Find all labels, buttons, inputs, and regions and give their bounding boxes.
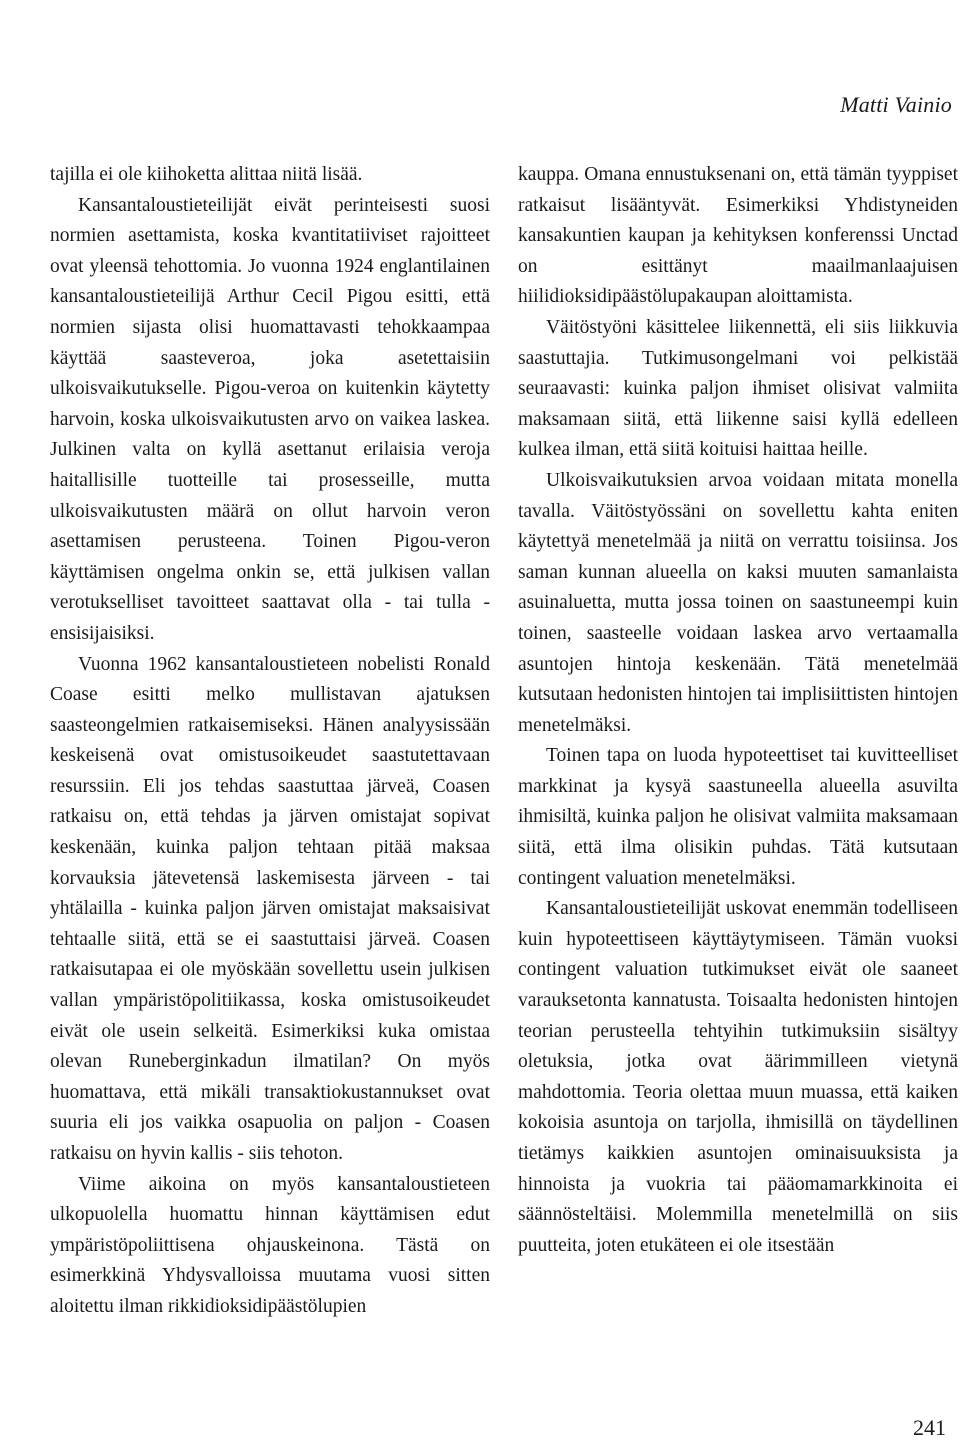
- page-number: 241: [913, 1415, 946, 1440]
- running-head-author: Matti Vainio: [840, 92, 952, 117]
- paragraph: Kansantaloustieteilijät uskovat enemmän todelliseen kuin hypoteettiseen käyttäytymiseen. Tämän vuoksi contingent valuation tutkimukset eivät ole saaneet varauksetonta kannatusta. Toisaalta hedonisten hintojen teorian perusteella tehtyihin tutkimuksiin sisältyy oletuksia, jotka ovat äärimmilleen vietynä mahdottomia. Teoria olettaa muun muassa, että kaiken kokoisia asuntoja on tarjolla, ihmisillä on täydellinen tietämys kaikkien asuntojen ominaisuuksista ja hinnoista ja vuokria tai pääomamarkkinoita ei säännösteltäisi. Molemmilla menetelmillä on siis puutteita, joten etukäteen ei ole itsestään: [518, 898, 958, 1256]
- paragraph: Väitöstyöni käsittelee liikennettä, eli siis liikkuvia saastuttajia. Tutkimusongelmani voi pelkistää seuraavasti: kuinka paljon ihmiset olisivat valmiita maksamaan siitä, että liikenne saisi kyllä edelleen kulkea ilman, että siitä koituisi haittaa heille.: [518, 316, 958, 461]
- paragraph: Kansantaloustieteilijät eivät perinteisesti suosi normien asettamista, koska kvantitatiiviset rajoitteet ovat yleensä tehottomia. Jo vuonna 1924 englantilainen kansantaloustieteilijä Arthur Cecil Pigou esitti, että normien sijasta olisi huomattavasti tehokkaampaa käyttää saasteveroa, joka asetettaisiin ulkoisvaikutukselle. Pigou-veroa on kuitenkin käytetty harvoin, koska ulkoisvaikutusten arvo on vaikea laskea. Julkinen valta on kyllä asettanut erilaisia veroja haitallisille tuotteille tai prosesseille, mutta ulkoisvaikutusten määrä on ollut harvoin veron asettamisen perusteena. Toinen Pigou-veron käyttämisen ongelma onkin se, että julkisen vallan verotukselliset tavoitteet saattavat olla - tai tulla - ensisijaisiksi.: [50, 194, 490, 644]
- paragraph: Toinen tapa on luoda hypoteettiset tai kuvitteelliset markkinat ja kysyä saastuneella alueella asuvilta ihmisiltä, kuinka paljon he olisivat valmiita maksamaan siitä, että ilma olisikin puhdas. Tätä kutsutaan contingent valuation menetelmäksi.: [518, 745, 958, 889]
- paragraph: Vuonna 1962 kansantaloustieteen nobelisti Ronald Coase esitti melko mullistavan ajatuksen saasteongelmien ratkaisemiseksi. Hänen analyysissään keskeisenä ovat omistusoikeudet saastutettavaan resurssiin. Eli jos tehdas saastuttaa järveä, Coasen ratkaisu on, että tehdas ja järven omistajat sopivat keskenään, kuinka paljon tehtaan pitää maksaa korvauksia jätevetensä laskemisesta järveen - tai yhtälailla - kuinka paljon järven omistajat maksaisivat tehtaalle siitä, että se ei saastuttaisi järveä. Coasen ratkaisutapaa ei ole myöskään sovellettu usein julkisen vallan ympäristöpolitiikassa, koska omistusoikeudet eivät ole usein selkeitä. Esimerkiksi kuka omistaa olevan Runeberginkadun ilmatilan? On myös huomattava, että mikäli transaktiokustannukset ovat suuria eli jos vaikka osapuolia on paljon - Coasen ratkaisu on hyvin kallis - siis tehoton.: [50, 653, 490, 1164]
- paragraph: Ulkoisvaikutuksien arvoa voidaan mitata monella tavalla. Väitöstyössäni on sovellettu kahta eniten käytettyä menetelmää ja niitä on verrattu toisiinsa. Jos saman kunnan alueella on kaksi muuten samanlaista asuinaluetta, mutta jossa toinen on saastuneempi kuin toinen, saasteelle voidaan laskea arvo vertaamalla asuntojen hintoja keskenään. Tätä menetelmää kutsutaan hedonisten hintojen tai implisiittisten hintojen menetelmäksi.: [518, 469, 958, 736]
- paragraph: kauppa. Omana ennustuksenani on, että tämän tyyppiset ratkaisut lisääntyvät. Esimerkiksi Yhdistyneiden kansakuntien kaupan ja kehityksen konferenssi Unctad on esittänyt maailmanlaajuisen hiilidioksidipäästölupakaupan aloittamista.: [518, 164, 958, 308]
- left-column: [50, 160, 490, 1323]
- paragraph: tajilla ei ole kiihoketta alittaa niitä lisää.: [50, 164, 363, 185]
- right-column: [518, 160, 958, 1261]
- paragraph: Viime aikoina on myös kansantaloustieteen ulkopuolella huomattu hinnan käyttämisen edut ympäristöpoliittisena ohjauskeinona. Tästä on esimerkkinä Yhdysvalloissa muutama vuosi sitten aloitettu ilman rikkidioksidipäästölupien: [50, 1173, 490, 1317]
